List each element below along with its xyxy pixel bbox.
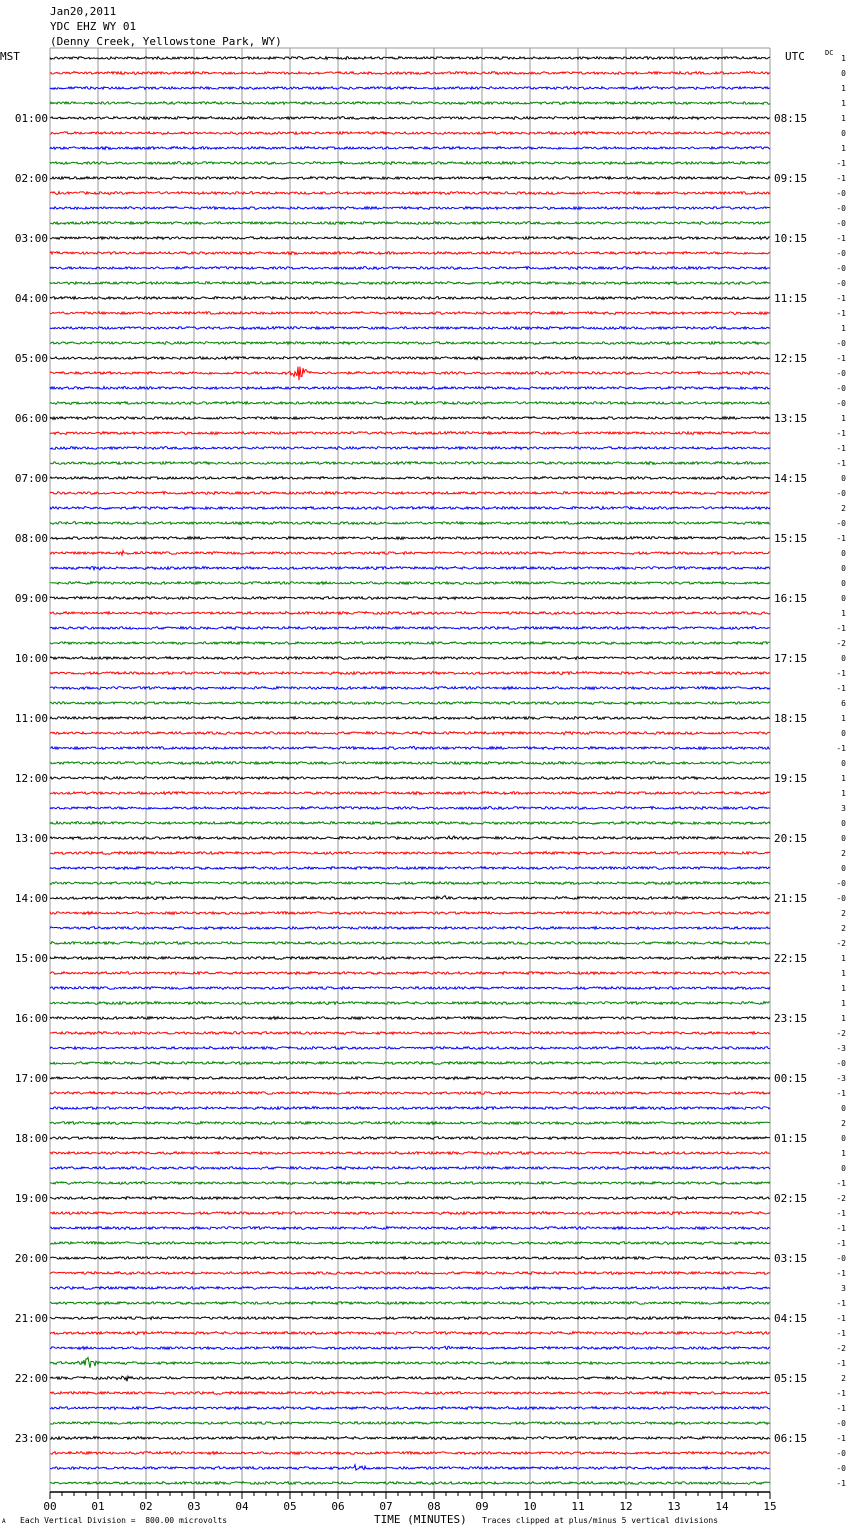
dc-offset-46: -1 — [836, 744, 846, 753]
trace-56 — [50, 896, 770, 900]
trace-22 — [50, 387, 770, 390]
dc-offset-89: -1 — [836, 1389, 846, 1398]
trace-60 — [50, 957, 770, 960]
trace-87 — [50, 1357, 770, 1367]
dc-offset-14: -0 — [836, 264, 846, 273]
trace-59 — [50, 942, 770, 945]
x-tick-label-1: 01 — [91, 1500, 105, 1513]
dc-offset-75: -1 — [836, 1179, 846, 1188]
dc-offset-53: 2 — [841, 849, 846, 858]
trace-3 — [50, 102, 770, 105]
dc-offset-45: 0 — [841, 729, 846, 738]
hour-label-left-5: 06:00 — [14, 412, 48, 425]
dc-offset-31: -0 — [836, 519, 846, 528]
trace-44 — [50, 717, 770, 720]
hour-label-right-4: 12:15 — [774, 352, 808, 365]
left-timezone-label: MST — [0, 50, 20, 63]
hour-label-right-19: 03:15 — [774, 1252, 808, 1265]
trace-30 — [50, 507, 770, 510]
trace-73 — [50, 1152, 770, 1155]
dc-offset-78: -1 — [836, 1224, 846, 1233]
trace-4 — [50, 117, 770, 120]
x-tick-label-10: 10 — [523, 1500, 537, 1513]
trace-11 — [50, 222, 770, 225]
dc-offset-21: -0 — [836, 369, 846, 378]
hour-label-right-20: 04:15 — [774, 1312, 808, 1325]
trace-10 — [50, 207, 770, 210]
dc-offset-23: -0 — [836, 399, 846, 408]
dc-offset-36: 0 — [841, 594, 846, 603]
trace-21 — [50, 367, 770, 381]
dc-offset-66: -3 — [836, 1044, 846, 1053]
dc-offset-84: -1 — [836, 1314, 846, 1323]
dc-offset-27: -1 — [836, 459, 846, 468]
dc-offset-61: 1 — [841, 969, 846, 978]
trace-46 — [50, 746, 770, 749]
dc-offset-44: 1 — [841, 714, 846, 723]
dc-offset-68: -3 — [836, 1074, 846, 1083]
trace-76 — [50, 1197, 770, 1200]
dc-offset-77: -1 — [836, 1209, 846, 1218]
hour-label-right-17: 01:15 — [774, 1132, 808, 1145]
hour-label-right-16: 00:15 — [774, 1072, 808, 1085]
hour-label-right-15: 23:15 — [774, 1012, 808, 1025]
hour-label-right-3: 11:15 — [774, 292, 808, 305]
trace-83 — [50, 1302, 770, 1305]
trace-52 — [50, 836, 770, 840]
trace-32 — [50, 537, 770, 540]
trace-80 — [50, 1257, 770, 1260]
dc-offset-71: 2 — [841, 1119, 846, 1128]
trace-77 — [50, 1212, 770, 1215]
hour-label-left-21: 22:00 — [14, 1372, 48, 1385]
dc-offset-43: 6 — [841, 699, 846, 708]
hour-label-right-8: 16:15 — [774, 592, 808, 605]
dc-offset-63: 1 — [841, 999, 846, 1008]
dc-offset-50: 3 — [841, 804, 846, 813]
trace-78 — [50, 1227, 770, 1230]
trace-61 — [50, 972, 770, 975]
trace-37 — [50, 612, 770, 615]
trace-17 — [50, 312, 770, 315]
trace-67 — [50, 1062, 770, 1065]
dc-offset-74: 0 — [841, 1164, 846, 1173]
trace-26 — [50, 447, 770, 450]
trace-71 — [50, 1122, 770, 1125]
dc-offset-85: -1 — [836, 1329, 846, 1338]
dc-offset-94: -0 — [836, 1464, 846, 1473]
x-tick-label-3: 03 — [187, 1500, 201, 1513]
x-tick-label-12: 12 — [619, 1500, 633, 1513]
hour-label-right-22: 06:15 — [774, 1432, 808, 1445]
dc-offset-35: 0 — [841, 579, 846, 588]
dc-offset-28: 0 — [841, 474, 846, 483]
trace-19 — [50, 342, 770, 345]
dc-offset-76: -2 — [836, 1194, 846, 1203]
dc-offset-90: -1 — [836, 1404, 846, 1413]
trace-66 — [50, 1047, 770, 1050]
dc-offset-64: 1 — [841, 1014, 846, 1023]
dc-offset-header: DC — [825, 49, 834, 57]
dc-offset-41: -1 — [836, 669, 846, 678]
trace-35 — [50, 582, 770, 585]
dc-offset-92: -1 — [836, 1434, 846, 1443]
x-tick-label-15: 15 — [763, 1500, 777, 1513]
dc-offset-18: 1 — [841, 324, 846, 333]
dc-offset-25: -1 — [836, 429, 846, 438]
trace-91 — [50, 1422, 770, 1425]
hour-label-right-1: 09:15 — [774, 172, 808, 185]
trace-82 — [50, 1287, 770, 1290]
hour-label-left-19: 20:00 — [14, 1252, 48, 1265]
trace-41 — [50, 672, 770, 675]
dc-offset-16: -1 — [836, 294, 846, 303]
trace-48 — [50, 777, 770, 780]
header-station: YDC EHZ WY 01 — [50, 20, 137, 33]
dc-offset-95: -1 — [836, 1479, 846, 1488]
dc-offset-48: 1 — [841, 774, 846, 783]
hour-label-left-7: 08:00 — [14, 532, 48, 545]
trace-40 — [50, 657, 770, 660]
dc-offset-20: -1 — [836, 354, 846, 363]
trace-25 — [50, 432, 770, 435]
hour-label-left-0: 01:00 — [14, 112, 48, 125]
dc-offset-79: -1 — [836, 1239, 846, 1248]
trace-33 — [50, 551, 770, 556]
header-location: (Denny Creek, Yellowstone Park, WY) — [50, 35, 282, 48]
dc-offset-17: -1 — [836, 309, 846, 318]
dc-offset-59: -2 — [836, 939, 846, 948]
dc-offset-11: -0 — [836, 219, 846, 228]
trace-55 — [50, 882, 770, 885]
dc-offset-58: 2 — [841, 924, 846, 933]
x-tick-label-14: 14 — [715, 1500, 729, 1513]
hour-label-right-10: 18:15 — [774, 712, 808, 725]
trace-92 — [50, 1437, 770, 1440]
hour-label-right-2: 10:15 — [774, 232, 808, 245]
header-date: Jan20,2011 — [50, 5, 117, 18]
trace-31 — [50, 522, 770, 525]
hour-label-left-20: 21:00 — [14, 1312, 48, 1325]
trace-0 — [50, 57, 770, 60]
dc-offset-81: -1 — [836, 1269, 846, 1278]
hour-label-left-13: 14:00 — [14, 892, 48, 905]
dc-offset-70: 0 — [841, 1104, 846, 1113]
x-tick-label-13: 13 — [667, 1500, 681, 1513]
hour-label-left-12: 13:00 — [14, 832, 48, 845]
hour-label-left-3: 04:00 — [14, 292, 48, 305]
x-tick-label-0: 00 — [43, 1500, 57, 1513]
dc-offset-39: -2 — [836, 639, 846, 648]
trace-34 — [50, 567, 770, 570]
right-timezone-label: UTC — [785, 50, 805, 63]
dc-offset-60: 1 — [841, 954, 846, 963]
trace-12 — [50, 237, 770, 240]
trace-57 — [50, 912, 770, 915]
trace-13 — [50, 252, 770, 255]
dc-offset-80: -0 — [836, 1254, 846, 1263]
dc-offset-29: -0 — [836, 489, 846, 498]
x-axis-title: TIME (MINUTES) — [374, 1513, 467, 1526]
trace-18 — [50, 327, 770, 330]
hour-label-left-17: 18:00 — [14, 1132, 48, 1145]
trace-6 — [50, 147, 770, 150]
dc-offset-5: 0 — [841, 129, 846, 138]
dc-offset-19: -0 — [836, 339, 846, 348]
dc-offset-24: 1 — [841, 414, 846, 423]
dc-offset-65: -2 — [836, 1029, 846, 1038]
trace-23 — [50, 402, 770, 405]
hour-label-left-18: 19:00 — [14, 1192, 48, 1205]
dc-offset-0: 1 — [841, 54, 846, 63]
trace-58 — [50, 927, 770, 930]
x-tick-label-6: 06 — [331, 1500, 345, 1513]
hour-label-right-21: 05:15 — [774, 1372, 808, 1385]
trace-90 — [50, 1407, 770, 1410]
dc-offset-6: 1 — [841, 144, 846, 153]
dc-offset-87: -1 — [836, 1359, 846, 1368]
trace-16 — [50, 297, 770, 300]
trace-27 — [50, 462, 770, 465]
x-tick-label-11: 11 — [571, 1500, 585, 1513]
trace-53 — [50, 852, 770, 855]
trace-5 — [50, 132, 770, 135]
trace-84 — [50, 1317, 770, 1320]
trace-7 — [50, 162, 770, 165]
dc-offset-54: 0 — [841, 864, 846, 873]
hour-label-right-9: 17:15 — [774, 652, 808, 665]
dc-offset-88: 2 — [841, 1374, 846, 1383]
dc-offset-37: 1 — [841, 609, 846, 618]
hour-label-right-13: 21:15 — [774, 892, 808, 905]
x-tick-label-5: 05 — [283, 1500, 297, 1513]
dc-offset-69: -1 — [836, 1089, 846, 1098]
dc-offset-93: -0 — [836, 1449, 846, 1458]
dc-offset-73: 1 — [841, 1149, 846, 1158]
trace-9 — [50, 192, 770, 195]
dc-offset-47: 0 — [841, 759, 846, 768]
hour-label-left-16: 17:00 — [14, 1072, 48, 1085]
trace-93 — [50, 1452, 770, 1455]
x-tick-label-2: 02 — [139, 1500, 153, 1513]
hour-label-right-0: 08:15 — [774, 112, 808, 125]
trace-14 — [50, 267, 770, 270]
hour-label-left-1: 02:00 — [14, 172, 48, 185]
dc-offset-15: -0 — [836, 279, 846, 288]
hour-label-right-5: 13:15 — [774, 412, 808, 425]
dc-offset-34: 0 — [841, 564, 846, 573]
dc-offset-62: 1 — [841, 984, 846, 993]
trace-15 — [50, 282, 770, 285]
dc-offset-56: -0 — [836, 894, 846, 903]
dc-offset-33: 0 — [841, 549, 846, 558]
trace-50 — [50, 807, 770, 810]
dc-offset-9: -0 — [836, 189, 846, 198]
trace-94 — [50, 1465, 770, 1470]
dc-offset-22: -0 — [836, 384, 846, 393]
hour-label-right-7: 15:15 — [774, 532, 808, 545]
trace-39 — [50, 642, 770, 645]
trace-29 — [50, 492, 770, 495]
dc-offset-55: -0 — [836, 879, 846, 888]
hour-label-left-8: 09:00 — [14, 592, 48, 605]
trace-72 — [50, 1137, 770, 1140]
hour-label-right-11: 19:15 — [774, 772, 808, 785]
trace-43 — [50, 702, 770, 705]
hour-label-left-14: 15:00 — [14, 952, 48, 965]
dc-offset-52: 0 — [841, 834, 846, 843]
dc-offset-7: -1 — [836, 159, 846, 168]
hour-label-left-9: 10:00 — [14, 652, 48, 665]
footer-division-note: Each Vertical Division = 800.00 microvolts — [20, 1516, 228, 1525]
x-tick-label-4: 04 — [235, 1500, 249, 1513]
trace-38 — [50, 627, 770, 630]
trace-85 — [50, 1332, 770, 1335]
trace-81 — [50, 1272, 770, 1275]
dc-offset-51: 0 — [841, 819, 846, 828]
trace-45 — [50, 732, 770, 735]
dc-offset-82: 3 — [841, 1284, 846, 1293]
trace-63 — [50, 1002, 770, 1005]
trace-64 — [50, 1017, 770, 1020]
dc-offset-1: 0 — [841, 69, 846, 78]
trace-51 — [50, 822, 770, 825]
dc-offset-4: 1 — [841, 114, 846, 123]
dc-offset-13: -0 — [836, 249, 846, 258]
trace-54 — [50, 867, 770, 870]
hour-label-left-2: 03:00 — [14, 232, 48, 245]
dc-offset-32: -1 — [836, 534, 846, 543]
trace-65 — [50, 1032, 770, 1035]
trace-68 — [50, 1077, 770, 1080]
dc-offset-30: 2 — [841, 504, 846, 513]
dc-offset-3: 1 — [841, 99, 846, 108]
trace-24 — [50, 417, 770, 420]
trace-8 — [50, 177, 770, 180]
dc-offset-8: -1 — [836, 174, 846, 183]
trace-62 — [50, 987, 770, 990]
hour-label-left-22: 23:00 — [14, 1432, 48, 1445]
trace-69 — [50, 1092, 770, 1095]
hour-label-left-11: 12:00 — [14, 772, 48, 785]
hour-label-left-6: 07:00 — [14, 472, 48, 485]
hour-label-left-4: 05:00 — [14, 352, 48, 365]
trace-88 — [50, 1376, 770, 1381]
trace-36 — [50, 597, 770, 600]
trace-95 — [50, 1482, 770, 1485]
hour-label-right-14: 22:15 — [774, 952, 808, 965]
hour-label-left-15: 16:00 — [14, 1012, 48, 1025]
trace-28 — [50, 477, 770, 480]
trace-20 — [50, 357, 770, 360]
dc-offset-91: -0 — [836, 1419, 846, 1428]
trace-2 — [50, 87, 770, 90]
dc-offset-10: -0 — [836, 204, 846, 213]
dc-offset-49: 1 — [841, 789, 846, 798]
x-tick-label-9: 09 — [475, 1500, 489, 1513]
dc-offset-2: 1 — [841, 84, 846, 93]
trace-49 — [50, 792, 770, 795]
dc-offset-57: 2 — [841, 909, 846, 918]
dc-offset-26: -1 — [836, 444, 846, 453]
trace-79 — [50, 1242, 770, 1245]
hour-label-right-12: 20:15 — [774, 832, 808, 845]
hour-label-left-10: 11:00 — [14, 712, 48, 725]
trace-70 — [50, 1107, 770, 1110]
hour-label-right-18: 02:15 — [774, 1192, 808, 1205]
x-tick-label-7: 07 — [379, 1500, 393, 1513]
dc-offset-38: -1 — [836, 624, 846, 633]
trace-47 — [50, 762, 770, 765]
footer-clip-note: Traces clipped at plus/minus 5 vertical divisions — [482, 1516, 719, 1525]
dc-offset-12: -1 — [836, 234, 846, 243]
trace-75 — [50, 1182, 770, 1185]
trace-42 — [50, 687, 770, 690]
dc-offset-72: 0 — [841, 1134, 846, 1143]
trace-1 — [50, 72, 770, 75]
footer-mark: A — [2, 1518, 6, 1525]
trace-74 — [50, 1167, 770, 1170]
dc-offset-83: -1 — [836, 1299, 846, 1308]
trace-89 — [50, 1392, 770, 1395]
dc-offset-42: -1 — [836, 684, 846, 693]
trace-86 — [50, 1346, 770, 1349]
hour-label-right-6: 14:15 — [774, 472, 808, 485]
dc-offset-67: -0 — [836, 1059, 846, 1068]
x-tick-label-8: 08 — [427, 1500, 441, 1513]
dc-offset-40: 0 — [841, 654, 846, 663]
dc-offset-86: -2 — [836, 1344, 846, 1353]
